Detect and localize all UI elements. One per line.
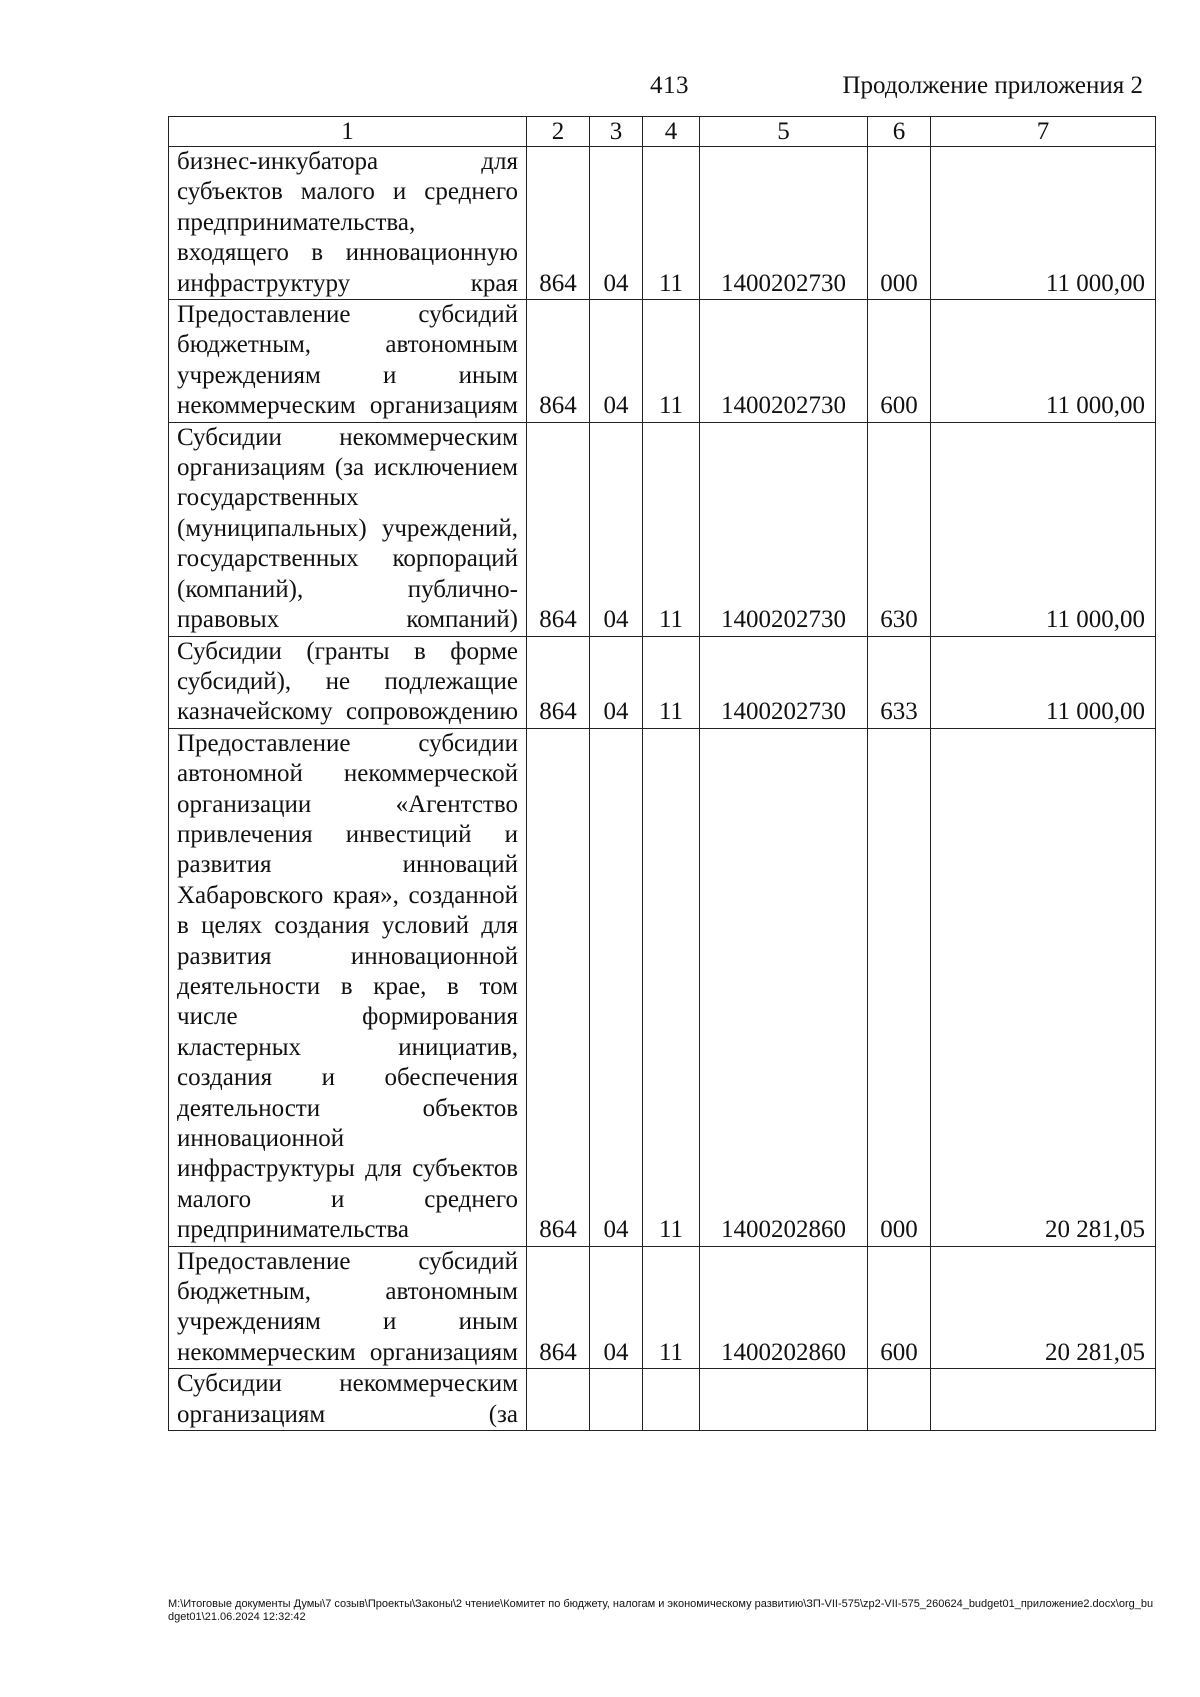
- row-description-text: Предоставление субсидий бюджетным, автономным учреждениям и иным некоммерческим организациям: [177, 301, 518, 420]
- table-row: [169, 728, 1156, 1246]
- row-amount: 20 281,05: [931, 1246, 1156, 1369]
- table-row: [169, 1246, 1156, 1369]
- row-section-code: [590, 1369, 643, 1431]
- column-header: 4: [643, 117, 700, 147]
- row-expense-type-code: [868, 1369, 931, 1431]
- row-subsection-code: 11: [643, 147, 700, 300]
- row-description: [169, 636, 527, 728]
- row-section-code: 04: [590, 422, 643, 636]
- page-number: 413: [650, 72, 689, 99]
- table-row: [169, 147, 1156, 300]
- table-row: [169, 636, 1156, 728]
- row-amount: 11 000,00: [931, 636, 1156, 728]
- table-row: [169, 422, 1156, 636]
- row-description-text: Субсидии (гранты в форме субсидий), не подлежащие казначейскому сопровождению: [177, 637, 518, 726]
- row-target-article-code: 1400202730: [700, 422, 868, 636]
- row-description-text: Субсидии некоммерческим организациям (за исключением государственных (муниципальных) учреждений, государственных корпораций (компаний), публично-правовых компаний): [177, 423, 518, 634]
- row-expense-type-code: 000: [868, 147, 931, 300]
- column-header: 1: [169, 117, 527, 147]
- footer-file-path: М:\Итоговые документы Думы\7 созыв\Проекты\Законы\2 чтение\Комитет по бюджету, налогам и экономическому развитию\ЗП-VII-575\zp2-VII-575_260624_budget01_приложение2.docx\org_budget01\21.06.2024 12:32:42: [168, 1598, 1154, 1623]
- row-ved-code: 864: [527, 728, 590, 1246]
- row-expense-type-code: 000: [868, 728, 931, 1246]
- row-description: [169, 300, 527, 423]
- budget-table: [168, 116, 1156, 1431]
- row-amount: 11 000,00: [931, 300, 1156, 423]
- column-header: 3: [590, 117, 643, 147]
- row-ved-code: [527, 1369, 590, 1431]
- row-ved-code: 864: [527, 1246, 590, 1369]
- row-subsection-code: 11: [643, 422, 700, 636]
- row-amount: 11 000,00: [931, 147, 1156, 300]
- row-section-code: 04: [590, 147, 643, 300]
- row-subsection-code: [643, 1369, 700, 1431]
- row-subsection-code: 11: [643, 728, 700, 1246]
- row-section-code: 04: [590, 636, 643, 728]
- row-expense-type-code: 630: [868, 422, 931, 636]
- row-description-text: бизнес-инкубатора для субъектов малого и среднего предпринимательства, входящего в инновационную инфраструктуру края: [177, 148, 518, 297]
- appendix-continuation-label: Продолжение приложения 2: [842, 72, 1143, 99]
- row-description-text: Субсидии некоммерческим организациям (за: [177, 1370, 518, 1428]
- row-target-article-code: 1400202860: [700, 728, 868, 1246]
- table-row: [169, 1369, 1156, 1431]
- row-ved-code: 864: [527, 147, 590, 300]
- column-header: 7: [931, 117, 1156, 147]
- row-expense-type-code: 600: [868, 1246, 931, 1369]
- row-description-text: Предоставление субсидий бюджетным, автономным учреждениям и иным некоммерческим организациям: [177, 1247, 518, 1366]
- row-section-code: 04: [590, 728, 643, 1246]
- column-header: 6: [868, 117, 931, 147]
- row-description: [169, 728, 527, 1246]
- row-expense-type-code: 600: [868, 300, 931, 423]
- row-section-code: 04: [590, 300, 643, 423]
- row-target-article-code: 1400202730: [700, 300, 868, 423]
- row-description: [169, 147, 527, 300]
- row-amount: 20 281,05: [931, 728, 1156, 1246]
- row-ved-code: 864: [527, 300, 590, 423]
- table-row: [169, 300, 1156, 423]
- row-amount: [931, 1369, 1156, 1431]
- column-header: 2: [527, 117, 590, 147]
- row-section-code: 04: [590, 1246, 643, 1369]
- row-description: [169, 1369, 527, 1431]
- row-target-article-code: 1400202860: [700, 1246, 868, 1369]
- row-description: [169, 422, 527, 636]
- row-ved-code: 864: [527, 422, 590, 636]
- row-target-article-code: 1400202730: [700, 636, 868, 728]
- row-subsection-code: 11: [643, 636, 700, 728]
- row-subsection-code: 11: [643, 300, 700, 423]
- row-target-article-code: 1400202730: [700, 147, 868, 300]
- row-target-article-code: [700, 1369, 868, 1431]
- row-ved-code: 864: [527, 636, 590, 728]
- row-description: [169, 1246, 527, 1369]
- row-description-text: Предоставление субсидии автономной некоммерческой организации «Агентство привлечения инвестиций и развития инноваций Хабаровского края», созданной в целях создания условий для развития инновационной деятельности в крае, в том числе формирования кластерных инициатив, создания и обеспечения деятельности объектов инновационной инфраструктуры для субъектов малого и среднего предпринимательства: [177, 729, 518, 1244]
- row-expense-type-code: 633: [868, 636, 931, 728]
- row-amount: 11 000,00: [931, 422, 1156, 636]
- table-header-row: [169, 117, 1156, 147]
- row-subsection-code: 11: [643, 1246, 700, 1369]
- column-header: 5: [700, 117, 868, 147]
